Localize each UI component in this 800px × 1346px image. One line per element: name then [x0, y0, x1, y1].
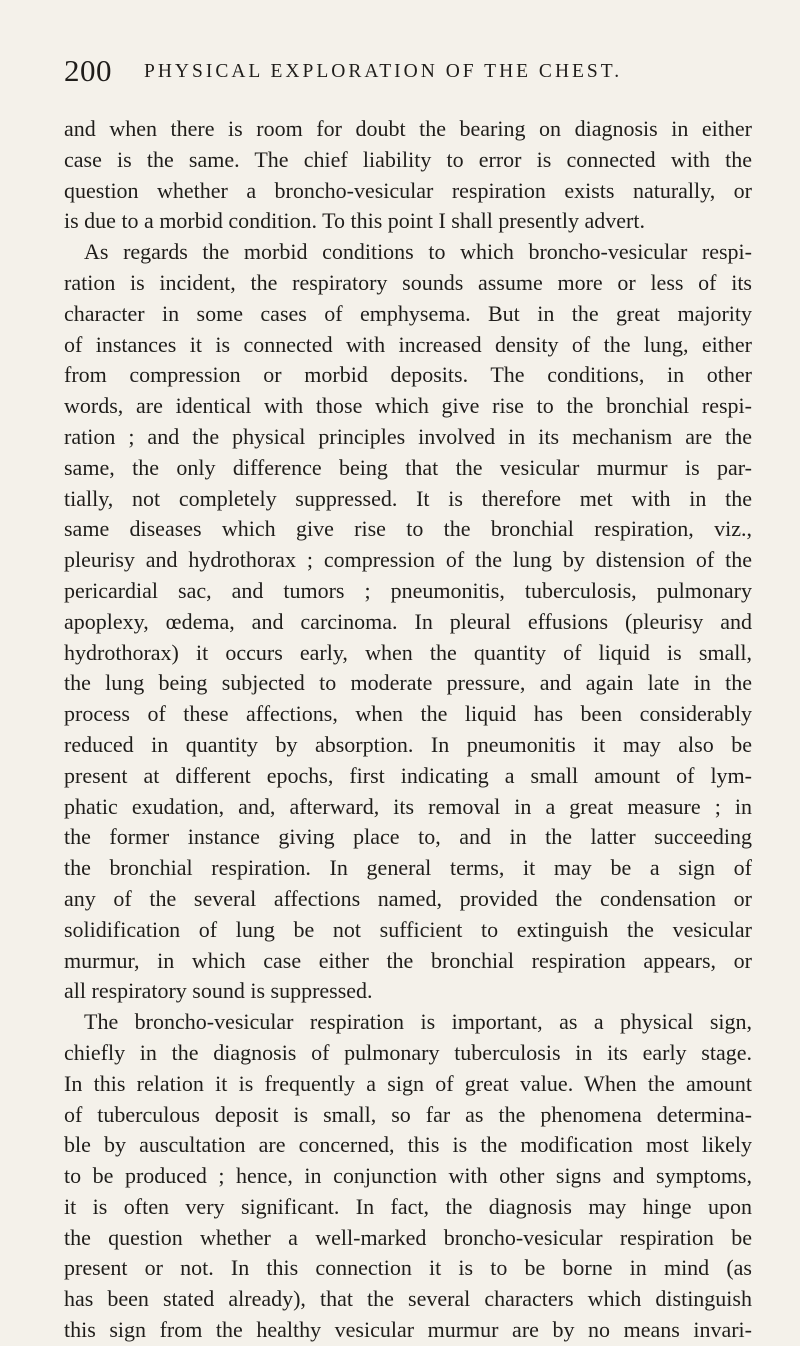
text-line: murmur, in which case either the bronchial respiration appears, or	[64, 947, 752, 973]
text-line: same diseases which give rise to the bronchial respiration, viz.,	[64, 516, 752, 542]
text-line: of instances it is connected with increased density of the lung, either	[64, 331, 752, 357]
text-line: hydrothorax) it occurs early, when the quantity of liquid is small,	[64, 639, 752, 665]
text-line: is due to a morbid condition. To this point I shall presently advert.	[64, 208, 645, 234]
text-line: ration is incident, the respiratory sounds assume more or less of its	[64, 269, 752, 295]
text-line: same, the only difference being that the vesicular murmur is par-	[64, 454, 752, 480]
text-line: apoplexy, œdema, and carcinoma. In pleural effusions (pleurisy and	[64, 608, 752, 634]
text-line: words, are identical with those which give rise to the bronchial respi-	[64, 393, 752, 419]
text-line: The broncho-vesicular respiration is important, as a physical sign,	[84, 1009, 752, 1035]
text-line: As regards the morbid conditions to which broncho-vesicular respi-	[84, 239, 752, 265]
text-line: case is the same. The chief liability to error is connected with the	[64, 146, 752, 172]
text-line: has been stated already), that the several characters which distinguish	[64, 1286, 752, 1312]
text-line: the bronchial respiration. In general terms, it may be a sign of	[64, 855, 752, 881]
running-head	[64, 52, 752, 90]
text-line: of tuberculous deposit is small, so far as the phenomena determina-	[64, 1101, 752, 1127]
text-line: pericardial sac, and tumors ; pneumonitis, tuberculosis, pulmonary	[64, 577, 752, 603]
text-line: the lung being subjected to moderate pressure, and again late in the	[64, 670, 752, 696]
text-line: In this relation it is frequently a sign of great value. When the amount	[64, 1070, 752, 1096]
text-line: chiefly in the diagnosis of pulmonary tuberculosis in its early stage.	[64, 1039, 752, 1065]
text-line: solidification of lung be not sufficient to extinguish the vesicular	[64, 916, 752, 942]
text-line: present at different epochs, first indicating a small amount of lym-	[64, 762, 752, 788]
text-line: and when there is room for doubt the bearing on diagnosis in either	[64, 116, 752, 141]
body-text	[64, 114, 752, 1346]
text-line: pleurisy and hydrothorax ; compression of the lung by distension of the	[64, 547, 752, 573]
text-line: it is often very significant. In fact, the diagnosis may hinge upon	[64, 1193, 752, 1219]
text-line: phatic exudation, and, afterward, its removal in a great measure ; in	[64, 793, 752, 819]
text-line: present or not. In this connection it is to be borne in mind (as	[64, 1255, 752, 1281]
text-line: all respiratory sound is suppressed.	[64, 978, 373, 1004]
text-line: the question whether a well-marked broncho-vesicular respiration be	[64, 1224, 752, 1250]
text-line: reduced in quantity by absorption. In pneumonitis it may also be	[64, 731, 752, 757]
text-line: tially, not completely suppressed. It is therefore met with in the	[64, 485, 752, 511]
text-line: any of the several affections named, provided the condensation or	[64, 885, 752, 911]
running-title: PHYSICAL EXPLORATION OF THE CHEST.	[144, 61, 623, 82]
text-line: the former instance giving place to, and in the latter succeeding	[64, 824, 752, 850]
text-line: character in some cases of emphysema. But in the great majority	[64, 300, 752, 326]
text-line: from compression or morbid deposits. The conditions, in other	[64, 362, 752, 388]
text-line: ble by auscultation are concerned, this is the modification most likely	[64, 1132, 752, 1158]
text-line: ration ; and the physical principles involved in its mechanism are the	[64, 423, 752, 449]
text-line: this sign from the healthy vesicular murmur are by no means invari-	[64, 1317, 752, 1343]
text-line: to be produced ; hence, in conjunction with other signs and symptoms,	[64, 1163, 752, 1189]
text-line: process of these affections, when the liquid has been considerably	[64, 701, 752, 727]
page-number: 200	[64, 53, 112, 88]
text-line: question whether a broncho-vesicular respiration exists naturally, or	[64, 177, 752, 203]
